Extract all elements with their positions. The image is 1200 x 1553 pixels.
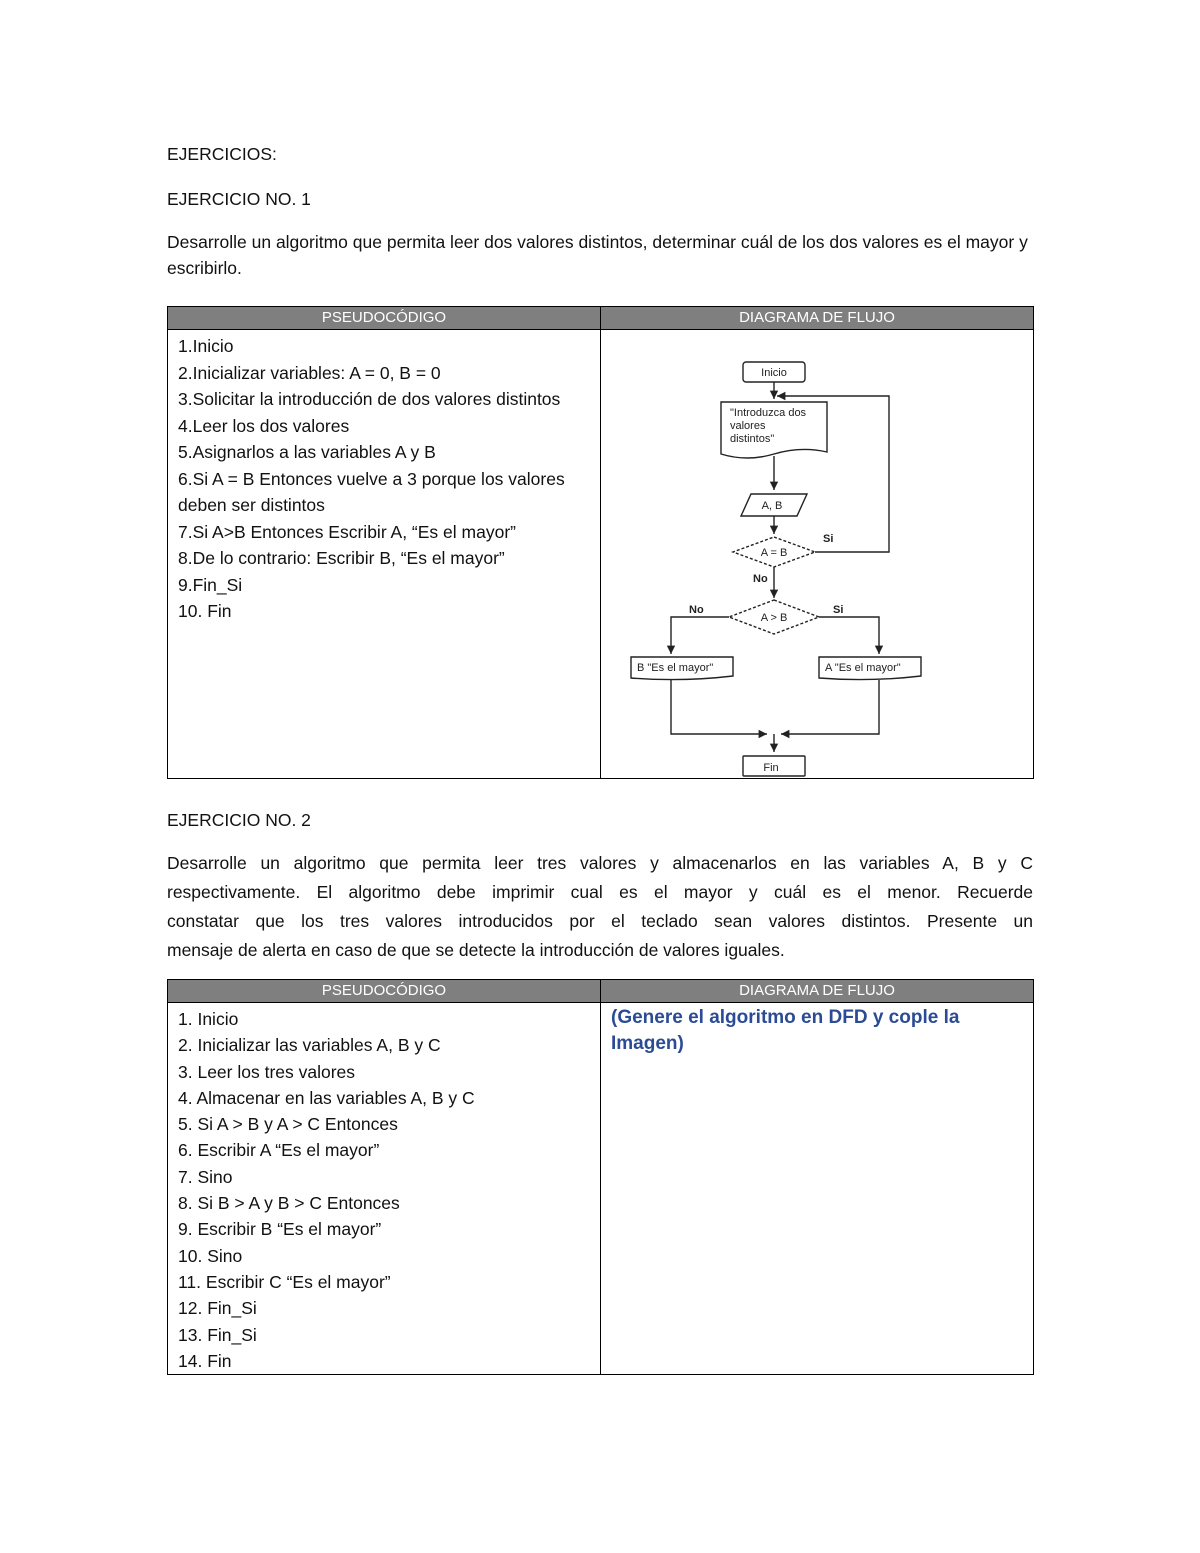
list-item: 8. Si B > A y B > C Entonces	[178, 1193, 400, 1214]
list-item: 5. Si A > B y A > C Entonces	[178, 1114, 398, 1135]
flow-merge-left	[671, 680, 767, 734]
flow-decision1-yes: Si	[823, 533, 834, 545]
flow-input-label: A, B	[761, 500, 783, 512]
flow-prompt-line3: distintos"	[730, 433, 775, 445]
exercise1-col-flowchart: DIAGRAMA DE FLUJO	[601, 307, 1034, 330]
exercise2-statement-line: mensaje de alerta en caso de que se detecte la introducción de valores iguales.	[167, 940, 785, 960]
exercise2-heading: EJERCICIO NO. 2	[167, 810, 311, 830]
flow-end-label: Fin	[763, 762, 779, 774]
flow-decision1-label: A = B	[760, 547, 788, 559]
exercise1-col-pseudocode: PSEUDOCÓDIGO	[168, 307, 601, 330]
flow-decision1-no: No	[753, 573, 768, 585]
flow-output-b-label: B "Es el mayor"	[637, 662, 714, 674]
exercise1-table	[167, 306, 1034, 779]
list-item: 6. Escribir A “Es el mayor”	[178, 1140, 380, 1161]
list-item: 1.Inicio	[178, 336, 234, 356]
exercise2-statement-line: Desarrolle un algoritmo que permita leer tres valores y almacenarlos en las variables A, B y C	[167, 853, 1033, 873]
list-item: 8.De lo contrario: Escribir B, “Es el mayor”	[178, 548, 505, 568]
list-item: 6.Si A = B Entonces vuelve a 3 porque los valores deben ser distintos	[178, 468, 565, 515]
list-item: 7.Si A>B Entonces Escribir A, “Es el mayor”	[178, 521, 516, 542]
list-item: 4.Leer los dos valores	[178, 415, 350, 436]
list-item: 11. Escribir C “Es el mayor”	[178, 1271, 391, 1292]
flow-decision2-yes: Si	[833, 604, 844, 616]
flow-merge-right	[781, 680, 879, 734]
exercise1-flowchart-cell	[601, 330, 1034, 779]
exercise2-flowchart-cell	[601, 1003, 1034, 1375]
flow-prompt-line1: "Introduzca dos	[730, 407, 807, 419]
list-item: 3. Leer los tres valores	[178, 1061, 356, 1082]
flow-prompt-line2: valores	[730, 420, 766, 432]
exercise2-statement-line: respectivamente. El algoritmo debe imprimir cual es el mayor y cuál es el menor. Recuerde	[167, 882, 1033, 902]
exercise1-pseudocode-cell	[168, 330, 601, 779]
list-item: 14. Fin	[178, 1350, 232, 1371]
list-item: 9.Fin_Si	[178, 574, 243, 595]
flow-output-a-label: A "Es el mayor"	[825, 662, 901, 674]
list-item: 3.Solicitar la introducción de dos valores distintos	[178, 389, 561, 409]
exercise1-statement: Desarrolle un algoritmo que permita leer dos valores distintos, determinar cuál de los dos valores es el mayor y escribirlo.	[167, 232, 1028, 278]
list-item: 13. Fin_Si	[178, 1324, 257, 1345]
flow-arrow-yes	[819, 617, 879, 654]
exercise2-statement	[167, 849, 1033, 965]
flow-arrow-no	[671, 617, 729, 654]
exercise2-statement-line: constatar que los tres valores introducidos por el teclado sean valores distintos. Presente un	[167, 911, 1033, 931]
exercise2-steps	[168, 1003, 600, 1374]
list-item: 7. Sino	[178, 1166, 233, 1187]
exercise1-steps	[168, 330, 600, 625]
list-item: 5.Asignarlos a las variables A y B	[178, 442, 436, 462]
exercise2-pseudocode-cell	[168, 1003, 601, 1375]
list-item: 4. Almacenar en las variables A, B y C	[178, 1087, 475, 1108]
list-item: 10. Sino	[178, 1245, 243, 1266]
list-item: 10. Fin	[178, 601, 232, 621]
flowchart-diagram	[601, 330, 1034, 778]
flow-start-label: Inicio	[761, 367, 787, 379]
exercise2-table	[167, 979, 1034, 1375]
list-item: 12. Fin_Si	[178, 1298, 257, 1319]
exercise1-heading: EJERCICIO NO. 1	[167, 189, 311, 209]
page-title: EJERCICIOS:	[167, 144, 277, 164]
flow-decision2-label: A > B	[760, 612, 788, 624]
list-item: 2.Inicializar variables: A = 0, B = 0	[178, 362, 441, 383]
list-item: 9. Escribir B “Es el mayor”	[178, 1219, 382, 1240]
exercise2-col-flowchart: DIAGRAMA DE FLUJO	[601, 980, 1034, 1003]
list-item: 1. Inicio	[178, 1009, 239, 1029]
exercise2-col-pseudocode: PSEUDOCÓDIGO	[168, 980, 601, 1003]
exercise2-instruction-note: (Genere el algoritmo en DFD y cople la Imagen)	[611, 1007, 960, 1054]
flow-decision2-no: No	[689, 604, 704, 616]
list-item: 2. Inicializar las variables A, B y C	[178, 1035, 441, 1056]
